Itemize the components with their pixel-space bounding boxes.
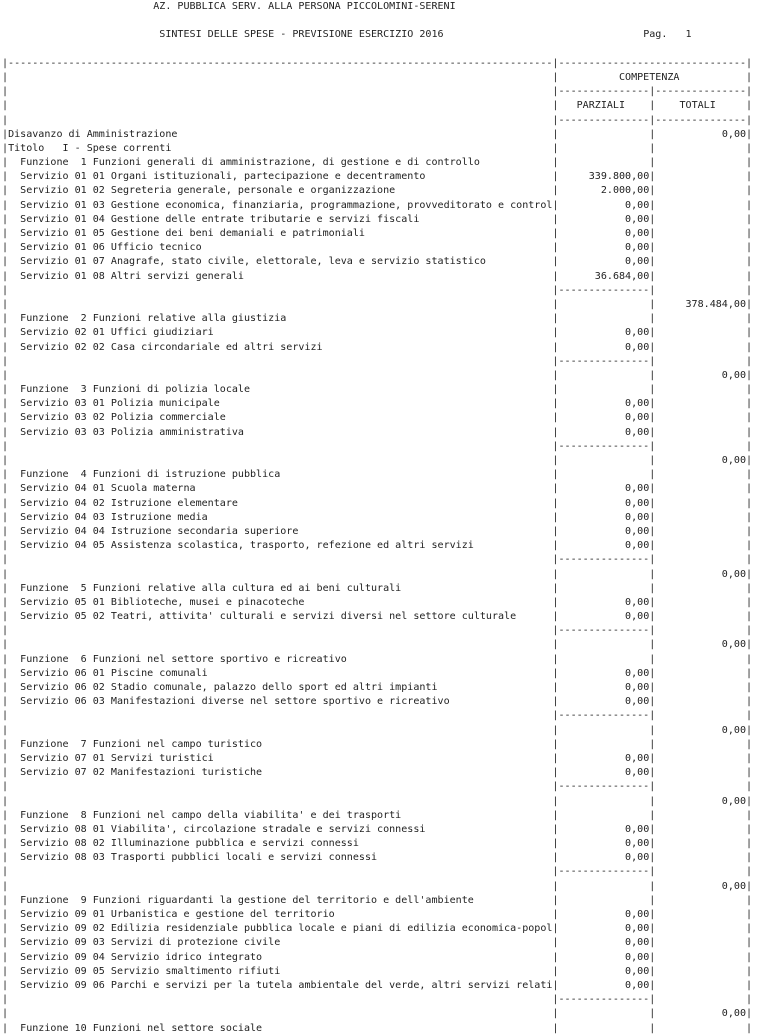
total-value (655, 185, 746, 196)
row-label: Funzione 8 Funzioni nel campo della viabilita' e dei trasporti (8, 809, 553, 821)
row-label: Servizio 04 02 Istruzione elementare (8, 497, 553, 509)
column-header: | | PARZIALI | TOTALI | (2, 100, 753, 112)
table-row: | Funzione 4 Funzioni di istruzione pubblica | | | (2, 469, 753, 481)
column-header: | | COMPETENZA | (2, 71, 753, 83)
table-row: | Servizio 07 02 Manifestazioni turistiche | 0,00| | (2, 767, 753, 779)
table-row: | Servizio 04 02 Istruzione elementare | 0,00| | (2, 497, 753, 509)
row-label: Servizio 01 06 Ufficio tecnico (8, 242, 553, 254)
row-label: Servizio 04 01 Scuola materna (8, 483, 553, 495)
partial-value (559, 810, 650, 821)
row-label: Servizio 06 02 Stadio comunale, palazzo dello sport ed altri impianti (8, 682, 553, 693)
row-label: Servizio 01 01 Organi istituzionali, partecipazione e decentramento (8, 171, 553, 183)
subtotal-value: 0,00 (655, 1008, 746, 1020)
partial-value: 0,00 (558, 228, 650, 239)
partial-value (559, 895, 650, 906)
row-label: Funzione 6 Funzioni nel settore sportivo e ricreativo (8, 653, 553, 665)
total-value (655, 767, 746, 778)
partial-value: 339.800,00 (558, 171, 650, 183)
partial-value: 0,00 (558, 256, 650, 268)
row-label: Servizio 09 01 Urbanistica e gestione del territorio (8, 909, 553, 920)
table-row: | Servizio 09 05 Servizio smaltimento rifiuti | 0,00| | (2, 965, 753, 977)
partial-value (559, 1023, 650, 1034)
page-label: Pag. (643, 29, 668, 41)
total-value (655, 909, 746, 920)
row-label: Servizio 04 03 Istruzione media (8, 511, 553, 523)
row-label: Servizio 07 02 Manifestazioni turistiche (8, 767, 553, 779)
partial-value: 0,00 (558, 965, 650, 977)
row-label: Servizio 01 08 Altri servizi generali (8, 270, 553, 282)
subtotal-rule: | |---------------| | (2, 284, 753, 296)
row-label: Servizio 02 01 Uffici giudiziari (8, 327, 553, 339)
partial-value: 0,00 (558, 412, 650, 424)
table-row: | Servizio 01 01 Organi istituzionali, partecipazione e decentramento | 339.800,00| | (2, 171, 753, 183)
table-row: | Servizio 05 01 Biblioteche, musei e pinacoteche | 0,00| | (2, 596, 753, 608)
total-value (655, 852, 746, 863)
total-value (655, 498, 746, 509)
total-value (655, 654, 746, 665)
total-value (655, 327, 746, 338)
table-row: | Servizio 01 06 Ufficio tecnico | 0,00| | (2, 242, 753, 254)
table-row: | Servizio 06 01 Piscine comunali | 0,00| | (2, 667, 753, 679)
partial-value: 0,00 (558, 525, 650, 537)
partial-value (559, 469, 650, 480)
total-value (655, 696, 746, 707)
partial-value: 0,00 (558, 838, 650, 850)
total-value (655, 398, 746, 409)
row-label: Funzione 4 Funzioni di istruzione pubblica (8, 469, 553, 481)
total-value (655, 384, 746, 395)
total-value (655, 526, 746, 537)
total-value (655, 171, 746, 182)
row-label: Servizio 08 01 Viabilita', circolazione stradale e servizi connessi (8, 823, 553, 835)
subtotal-value: 0,00 (655, 724, 746, 736)
row-label: Servizio 03 02 Polizia commerciale (8, 412, 553, 424)
row-label: Funzione 1 Funzioni generali di amministrazione, di gestione e di controllo (8, 157, 553, 169)
blank-line (2, 14, 752, 28)
partial-value (559, 157, 650, 168)
total-value (655, 469, 746, 480)
partial-value: 2.000,00 (558, 185, 650, 197)
partial-value (559, 143, 650, 154)
partial-value (559, 739, 650, 750)
subtotal-row: | | | 0,00| (2, 455, 753, 466)
partial-value: 0,00 (558, 511, 650, 523)
partial-value: 0,00 (558, 483, 650, 495)
blank-line (2, 43, 752, 57)
table-row: | Funzione 1 Funzioni generali di amministrazione, di gestione e di controllo | | | (2, 157, 753, 169)
row-label: Servizio 01 07 Anagrafe, stato civile, elettorale, leva e servizio statistico (8, 256, 553, 268)
table-row: | Servizio 09 03 Servizi di protezione civile | 0,00| | (2, 937, 753, 949)
total-value (655, 668, 746, 679)
total-value (655, 966, 746, 977)
table-row: | Servizio 02 02 Casa circondariale ed altri servizi | 0,00| | (2, 341, 753, 353)
subtotal-value: 0,00 (655, 880, 746, 892)
partial-value: 0,00 (558, 398, 650, 410)
row-label: Funzione 10 Funzioni nel settore sociale (8, 1022, 553, 1034)
total-value (655, 512, 746, 523)
subtotal-row: | | | 0,00| (2, 724, 753, 736)
partial-value (559, 313, 650, 324)
subtotal-value: 0,00 (655, 639, 746, 651)
row-label: Servizio 06 03 Manifestazioni diverse nel settore sportivo e ricreativo (8, 696, 553, 708)
table-row: | Servizio 01 08 Altri servizi generali | 36.684,00| | (2, 270, 753, 282)
total-value (655, 1023, 746, 1034)
total-value (655, 540, 746, 551)
row-label: Funzione 3 Funzioni di polizia locale (8, 384, 553, 396)
row-label: Servizio 09 03 Servizi di protezione civile (8, 937, 553, 949)
subtotal-rule: | |---------------| | (2, 554, 753, 566)
total-value (655, 342, 746, 353)
partial-value: 0,00 (558, 682, 650, 693)
subtotal-rule: | |---------------| | (2, 866, 753, 878)
total-value (655, 682, 746, 693)
total-value (655, 143, 746, 154)
row-label: Servizio 05 01 Biblioteche, musei e pinacoteche (8, 596, 553, 608)
total-value (655, 739, 746, 750)
partial-value: 0,00 (558, 611, 650, 623)
partial-value (559, 129, 650, 140)
partial-value: 0,00 (558, 767, 650, 779)
subtotal-rule: | |---------------| | (2, 710, 753, 722)
subtotal-value: 0,00 (655, 369, 746, 381)
row-label: Servizio 01 03 Gestione economica, finanziaria, programmazione, provveditorato e control (8, 199, 553, 211)
row-label: Servizio 07 01 Servizi turistici (8, 752, 553, 764)
table-row: | Servizio 02 01 Uffici giudiziari | 0,00| | (2, 327, 753, 339)
column-separator: | |---------------|---------------| (2, 86, 753, 98)
subtotal-rule: | |---------------| | (2, 440, 753, 452)
total-value (655, 412, 746, 423)
total-value (655, 242, 746, 253)
row-label: Funzione 9 Funzioni riguardanti la gestione del territorio e dell'ambiente (8, 894, 553, 906)
page-number: 1 (685, 29, 692, 41)
row-label: Servizio 03 01 Polizia municipale (8, 398, 553, 410)
partial-value: 0,00 (558, 242, 650, 254)
row-label: Servizio 09 02 Edilizia residenziale pubblica locale e piani di edilizia economica-popol (8, 923, 553, 935)
table-row: | Servizio 04 03 Istruzione media | 0,00| | (2, 511, 753, 523)
partial-value: 0,00 (558, 696, 650, 708)
subtotal-row: | | | 0,00| (2, 880, 753, 892)
subtotal-row: | | | 378.484,00| (2, 298, 753, 310)
total-value (655, 824, 746, 835)
row-label: Servizio 02 02 Casa circondariale ed altri servizi (8, 341, 553, 353)
partial-value (559, 583, 650, 594)
row-label: Funzione 7 Funzioni nel campo turistico (8, 738, 553, 750)
table-row: | Servizio 09 06 Parchi e servizi per la tutela ambientale del verde, altri servizi relati| 0,00| | (2, 979, 753, 991)
table-row: | Servizio 01 05 Gestione dei beni demaniali e patrimoniali | 0,00| | (2, 228, 753, 239)
subtotal-value: 0,00 (655, 795, 746, 807)
total-value (655, 256, 746, 267)
header-line (2, 0, 752, 14)
partial-value (559, 384, 650, 395)
subtotal-rule: | |---------------| | (2, 625, 753, 637)
partial-value (559, 654, 650, 665)
row-label: Servizio 01 02 Segreteria generale, personale e organizzazione (8, 185, 553, 197)
table-row: | Servizio 01 02 Segreteria generale, personale e organizzazione | 2.000,00| | (2, 185, 753, 197)
total-value (655, 483, 746, 494)
partial-value: 0,00 (558, 752, 650, 764)
subtotal-row: | | | 0,00| (2, 568, 753, 580)
table-row: | Funzione 8 Funzioni nel campo della viabilita' e dei trasporti | | | (2, 809, 753, 821)
row-label: Servizio 09 05 Servizio smaltimento rifiuti (8, 965, 553, 977)
subtotal-value: 0,00 (655, 455, 746, 466)
total-value (655, 313, 746, 324)
partial-value: 36.684,00 (558, 270, 650, 282)
partial-value: 0,00 (558, 199, 650, 211)
table-row: | Funzione 2 Funzioni relative alla giustizia | | | (2, 313, 753, 325)
table-row: | Servizio 09 04 Servizio idrico integrato | 0,00| | (2, 951, 753, 963)
partial-value: 0,00 (558, 540, 650, 552)
table-row: | Servizio 09 01 Urbanistica e gestione del territorio | 0,00| | (2, 909, 753, 920)
table-row: | Funzione 7 Funzioni nel campo turistico | | | (2, 738, 753, 750)
row-label: Servizio 05 02 Teatri, attivita' culturali e servizi diversi nel settore culturale (8, 611, 553, 623)
partial-value: 0,00 (558, 341, 650, 353)
table-row: | Servizio 04 01 Scuola materna | 0,00| | (2, 483, 753, 495)
row-label: Servizio 04 04 Istruzione secondaria superiore (8, 525, 553, 537)
row-label: Titolo I - Spese correnti (8, 142, 553, 154)
row-label: Funzione 2 Funzioni relative alla giustizia (8, 313, 553, 325)
partial-value: 0,00 (558, 979, 650, 991)
total-value (655, 427, 746, 438)
table-row: | Servizio 01 03 Gestione economica, finanziaria, programmazione, provveditorato e control| 0,00| | (2, 199, 753, 211)
table-row: | Funzione 10 Funzioni nel settore sociale | | | (2, 1022, 753, 1034)
total-value (655, 157, 746, 168)
row-label: Servizio 04 05 Assistenza scolastica, trasporto, refezione ed altri servizi (8, 540, 553, 552)
table-row: | Funzione 6 Funzioni nel settore sportivo e ricreativo | | | (2, 653, 753, 665)
subtotal-value: 0,00 (655, 568, 746, 580)
subtotal-row: | | | 0,00| (2, 1008, 753, 1020)
column-separator: | |---------------|---------------| (2, 114, 753, 126)
total-value (655, 271, 746, 282)
row-label: Funzione 5 Funzioni relative alla cultura ed ai beni culturali (8, 582, 553, 594)
table-row: | Servizio 03 01 Polizia municipale | 0,00| | (2, 398, 753, 410)
subtotal-rule: | |---------------| | (2, 994, 753, 1006)
partial-value: 0,00 (558, 852, 650, 864)
partial-value: 0,00 (558, 937, 650, 949)
total-value (655, 923, 746, 934)
total-value (655, 753, 746, 764)
table-border: |------------------------------------------------------------------------------------------|-------------------------------| (2, 57, 753, 69)
table-row: | Funzione 9 Funzioni riguardanti la gestione del territorio e dell'ambiente | | | (2, 894, 753, 906)
table-row: | Funzione 5 Funzioni relative alla cultura ed ai beni culturali | | | (2, 582, 753, 594)
table-row: | Servizio 06 02 Stadio comunale, palazzo dello sport ed altri impianti | 0,00| | (2, 682, 753, 693)
table-row: | Servizio 08 01 Viabilita', circolazione stradale e servizi connessi | 0,00| | (2, 823, 753, 835)
total-value (655, 200, 746, 211)
column-parziali: PARZIALI (558, 100, 650, 112)
table-row: | Servizio 09 02 Edilizia residenziale pubblica locale e piani di edilizia economica-popol| 0,00| | (2, 923, 753, 935)
partial-value: 0,00 (558, 823, 650, 835)
table-row: | Servizio 01 07 Anagrafe, stato civile, elettorale, leva e servizio statistico | 0,00| | (2, 256, 753, 268)
total-value (655, 597, 746, 608)
row-label: Servizio 09 04 Servizio idrico integrato (8, 951, 553, 963)
total-value (655, 980, 746, 991)
organization-name: AZ. PUBBLICA SERV. ALLA PERSONA PICCOLOMINI-SERENI (153, 1, 456, 12)
total-value (655, 895, 746, 906)
row-label: Servizio 03 03 Polizia amministrativa (8, 426, 553, 438)
table-row: | Funzione 3 Funzioni di polizia locale | | | (2, 384, 753, 396)
table-row: | Servizio 05 02 Teatri, attivita' culturali e servizi diversi nel settore culturale | 0,00| | (2, 611, 753, 623)
partial-value: 0,00 (558, 497, 650, 509)
subtotal-row: | | | 0,00| (2, 639, 753, 651)
header-line (2, 28, 752, 42)
table-row: | Servizio 01 04 Gestione delle entrate tributarie e servizi fiscali | 0,00| | (2, 213, 753, 225)
total-value (655, 838, 746, 849)
table-row: | Servizio 07 01 Servizi turistici | 0,00| | (2, 752, 753, 764)
table-row: |Disavanzo di Amministrazione | | 0,00| (2, 128, 753, 140)
table-row: | Servizio 08 02 Illuminazione pubblica e servizi connessi | 0,00| | (2, 838, 753, 850)
total-value (655, 583, 746, 594)
row-label: Servizio 06 01 Piscine comunali (8, 667, 553, 679)
total-value (655, 810, 746, 821)
total-value (655, 611, 746, 622)
table-row: | Servizio 03 03 Polizia amministrativa | 0,00| | (2, 426, 753, 438)
report-title: SINTESI DELLE SPESE - PREVISIONE ESERCIZIO 2016 (159, 29, 444, 41)
partial-value: 0,00 (558, 426, 650, 438)
partial-value: 0,00 (558, 596, 650, 608)
partial-value: 0,00 (558, 213, 650, 225)
row-label: Servizio 08 02 Illuminazione pubblica e servizi connessi (8, 838, 553, 850)
table-row: | Servizio 08 03 Trasporti pubblici locali e servizi connessi | 0,00| | (2, 852, 753, 864)
partial-value: 0,00 (558, 909, 650, 920)
total-value (655, 952, 746, 963)
row-label: Servizio 01 05 Gestione dei beni demaniali e patrimoniali (8, 228, 553, 239)
subtotal-row: | | | 0,00| (2, 369, 753, 381)
table-row: | Servizio 04 05 Assistenza scolastica, trasporto, refezione ed altri servizi | 0,00| | (2, 540, 753, 552)
table-row: | Servizio 06 03 Manifestazioni diverse nel settore sportivo e ricreativo | 0,00| | (2, 696, 753, 708)
partial-value: 0,00 (558, 667, 650, 679)
total-value (655, 937, 746, 948)
column-group-competenza: COMPETENZA (558, 71, 746, 83)
row-label: Servizio 01 04 Gestione delle entrate tributarie e servizi fiscali (8, 213, 553, 225)
partial-value: 0,00 (558, 923, 650, 935)
column-totali: TOTALI (655, 100, 747, 112)
row-label: Servizio 09 06 Parchi e servizi per la tutela ambientale del verde, altri servizi relati (8, 979, 553, 991)
table-row: | Servizio 04 04 Istruzione secondaria superiore | 0,00| | (2, 525, 753, 537)
total-value (655, 214, 746, 225)
table-row: |Titolo I - Spese correnti | | | (2, 142, 753, 154)
partial-value: 0,00 (558, 951, 650, 963)
expense-summary-report (2, 0, 752, 1036)
row-label: Disavanzo di Amministrazione (8, 128, 553, 140)
table-row: | Servizio 03 02 Polizia commerciale | 0,00| | (2, 412, 753, 424)
subtotal-row: | | | 0,00| (2, 795, 753, 807)
subtotal-rule: | |---------------| | (2, 781, 753, 793)
total-value: 0,00 (655, 128, 747, 140)
subtotal-rule: | |---------------| | (2, 355, 753, 367)
subtotal-value: 378.484,00 (655, 298, 746, 310)
row-label: Servizio 08 03 Trasporti pubblici locali e servizi connessi (8, 852, 553, 864)
partial-value: 0,00 (558, 327, 650, 339)
total-value (655, 228, 746, 239)
